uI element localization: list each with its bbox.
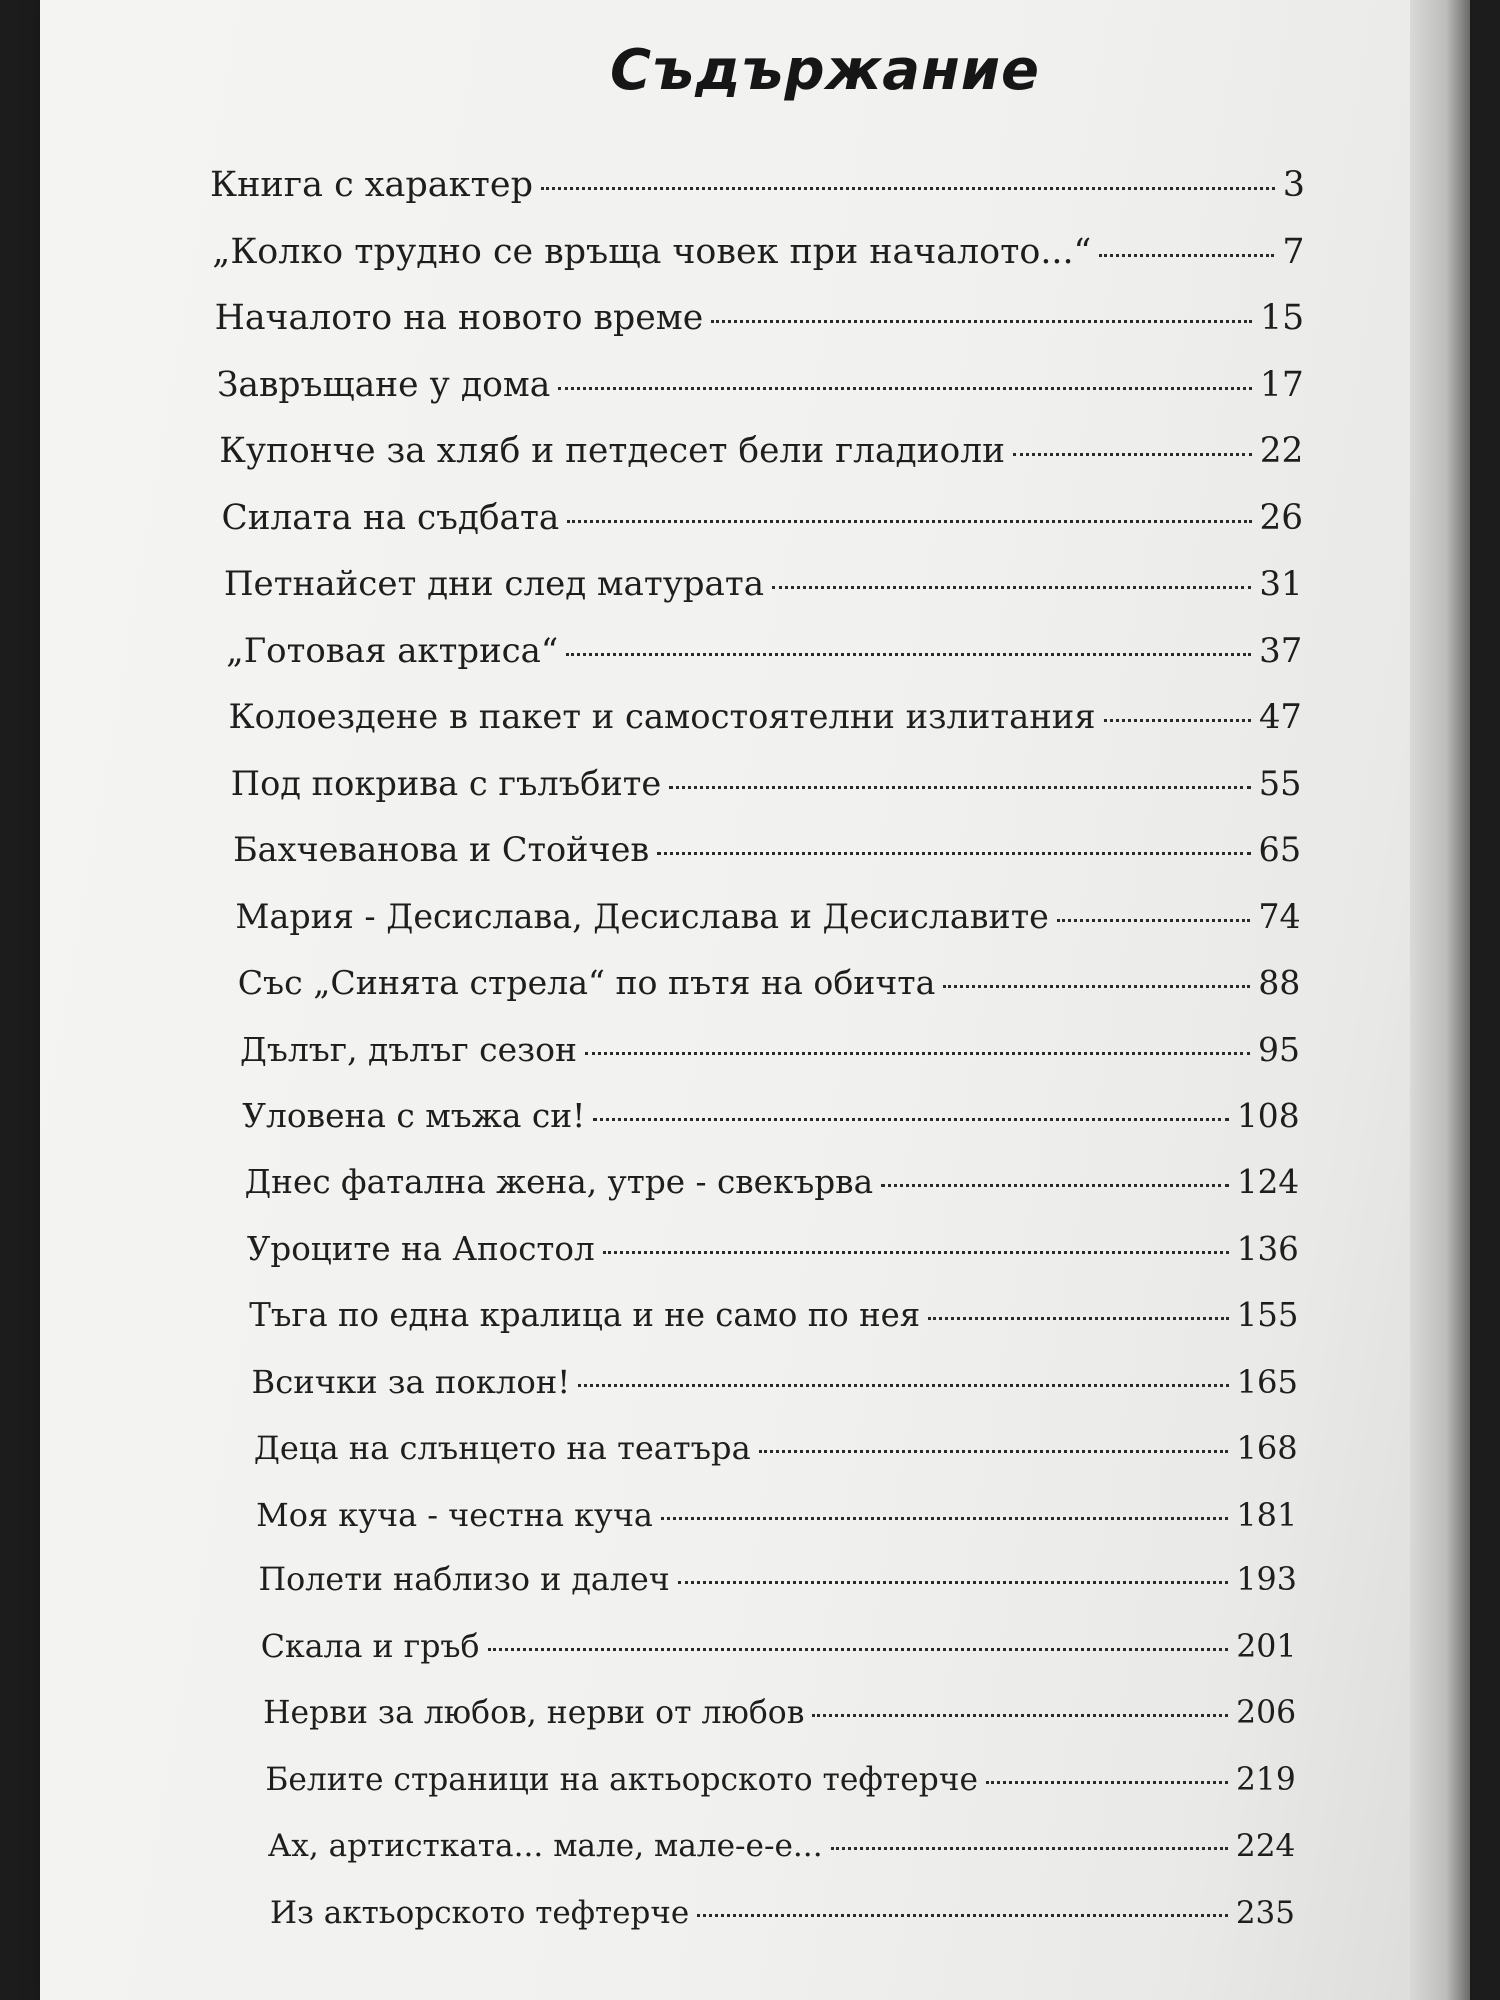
toc-entry <box>270 1895 1295 1947</box>
toc-entry <box>231 764 1302 816</box>
toc-entry-page-number: 47 <box>1258 697 1302 737</box>
toc-entry-title: Петнайсет дни след матурата <box>223 564 765 605</box>
toc-entry-title: Със „Синята стрела“ по пътя на обичта <box>237 963 936 1003</box>
toc-entry-page-number: 65 <box>1258 830 1302 870</box>
dot-leader <box>578 1384 1228 1387</box>
dot-leader <box>669 786 1251 789</box>
toc-entry-page-number: 155 <box>1236 1296 1299 1335</box>
toc-entry-title: Белите страници на актьорското тефтерче <box>265 1761 978 1798</box>
dot-leader <box>541 187 1275 190</box>
dot-leader <box>711 320 1252 323</box>
dot-leader <box>831 1847 1228 1850</box>
toc-entry-title: Купонче за хляб и петдесет бели гладиоли <box>219 431 1005 472</box>
toc-entry <box>238 963 1301 1015</box>
dot-leader <box>1013 453 1252 456</box>
dot-leader <box>812 1714 1228 1717</box>
dot-leader <box>772 586 1251 589</box>
toc-entry <box>268 1828 1296 1880</box>
toc-entry-title: Деца на слънцето на театъра <box>253 1429 751 1468</box>
toc-entry-page-number: 201 <box>1236 1628 1297 1665</box>
toc-entry <box>256 1496 1297 1548</box>
dot-leader <box>657 852 1250 855</box>
toc-entry <box>245 1163 1300 1215</box>
toc-entry-page-number: 108 <box>1236 1096 1300 1135</box>
dot-leader <box>697 1914 1228 1917</box>
toc-entry-page-number: 15 <box>1260 298 1305 339</box>
toc-entry-title: Днес фатална жена, утре - свекърва <box>244 1163 874 1202</box>
toc-entry-title: Колоездене в пакет и самостоятелни излитания <box>228 697 1096 737</box>
toc-entry-title: Силата на съдбата <box>221 497 560 538</box>
toc-entry-page-number: 181 <box>1236 1495 1298 1534</box>
toc-entry <box>215 298 1305 350</box>
toc-entry-title: Под покрива с гълъбите <box>230 763 662 803</box>
dot-leader <box>566 653 1251 656</box>
toc-entry-title: Началото на новото време <box>214 298 704 339</box>
toc-entry-title: Моя куча - честна куча <box>256 1495 653 1534</box>
toc-entry-title: Тъга по една кралица и не само по нея <box>249 1296 921 1335</box>
dot-leader <box>488 1648 1229 1651</box>
dot-leader <box>585 1052 1250 1055</box>
toc-entry-page-number: 55 <box>1258 763 1302 803</box>
dot-leader <box>678 1581 1229 1584</box>
toc-entry-title: Всички за поклон! <box>251 1362 571 1401</box>
toc-entry-title: Мария - Десислава, Десислава и Десиславите <box>235 896 1049 936</box>
toc-entry-title: „Готовая актриса“ <box>226 630 559 670</box>
toc-entry <box>222 498 1304 550</box>
toc-entry-title: „Колко трудно се връща човек при началото...“ <box>212 231 1092 272</box>
toc-entry-page-number: 3 <box>1282 165 1305 205</box>
dot-leader <box>1104 719 1251 722</box>
toc-entry <box>254 1429 1298 1481</box>
toc-entry-title: Книга с характер <box>210 165 534 205</box>
toc-entry <box>226 631 1302 683</box>
dot-leader <box>1057 919 1251 922</box>
toc-entry <box>210 165 1305 217</box>
toc-entry <box>247 1230 1299 1282</box>
toc-entry-title: Нерви за любов, нерви от любов <box>263 1695 805 1732</box>
toc-entry <box>228 697 1301 749</box>
dot-leader <box>881 1184 1229 1187</box>
toc-entry-page-number: 224 <box>1235 1828 1296 1865</box>
toc-entry-page-number: 124 <box>1236 1163 1300 1202</box>
toc-entry-title: Завръщане у дома <box>216 364 551 405</box>
dot-leader <box>943 985 1250 988</box>
toc-entry-page-number: 95 <box>1258 1030 1300 1069</box>
toc-entry-title: Уловена с мъжа си! <box>242 1096 586 1135</box>
dot-leader <box>603 1251 1229 1254</box>
toc-entry-page-number: 22 <box>1259 431 1304 472</box>
toc-entry <box>219 431 1303 483</box>
toc-entry-title: Скала и гръб <box>260 1628 480 1665</box>
page-edge <box>1410 0 1470 2000</box>
dot-leader <box>661 1517 1228 1520</box>
toc-entry-title: Полети наблизо и далеч <box>258 1562 670 1599</box>
page-title: Съдържание <box>610 38 1040 103</box>
table-of-contents <box>40 0 1440 2000</box>
toc-entry-page-number: 235 <box>1235 1895 1295 1931</box>
dot-leader <box>759 1450 1229 1453</box>
toc-entry-page-number: 37 <box>1259 630 1303 670</box>
toc-entry-title: Дълъг, дълъг сезон <box>240 1030 577 1069</box>
toc-entry-page-number: 31 <box>1259 564 1303 605</box>
toc-entry <box>235 897 1300 949</box>
toc-entry-page-number: 136 <box>1236 1229 1299 1268</box>
toc-entry <box>217 365 1304 417</box>
toc-entry <box>249 1296 1298 1348</box>
toc-entry-page-number: 206 <box>1236 1695 1297 1732</box>
toc-entry-title: Ах, артистката... мале, мале-е-е... <box>267 1828 823 1865</box>
toc-entry <box>240 1030 1300 1082</box>
toc-entry <box>212 232 1304 284</box>
toc-entry-page-number: 165 <box>1236 1362 1299 1401</box>
toc-entry <box>252 1363 1299 1415</box>
toc-entry <box>233 830 1301 882</box>
toc-entry-page-number: 17 <box>1259 364 1304 405</box>
toc-entry-page-number: 88 <box>1258 963 1301 1003</box>
toc-entry <box>258 1562 1296 1614</box>
toc-entry-title: Уроците на Апостол <box>246 1229 595 1268</box>
toc-entry-page-number: 26 <box>1259 497 1304 538</box>
book-page <box>40 0 1440 2000</box>
toc-entry-page-number: 168 <box>1236 1429 1298 1468</box>
toc-entry-page-number: 193 <box>1236 1562 1297 1599</box>
dot-leader <box>558 387 1252 390</box>
dot-leader <box>928 1317 1228 1320</box>
toc-entry <box>263 1695 1296 1747</box>
toc-entry-title: Из актьорското тефтерче <box>270 1895 690 1931</box>
dot-leader <box>593 1118 1229 1121</box>
toc-entry <box>265 1762 1295 1814</box>
toc-entry-page-number: 7 <box>1282 231 1305 272</box>
dot-leader <box>1099 254 1274 257</box>
toc-entry-page-number: 74 <box>1258 896 1301 936</box>
toc-entry <box>242 1097 1299 1149</box>
dot-leader <box>567 520 1251 523</box>
toc-entry <box>261 1629 1297 1681</box>
dot-leader <box>986 1781 1228 1784</box>
toc-entry-page-number: 219 <box>1236 1761 1296 1798</box>
toc-entry-title: Бахчеванова и Стойчев <box>233 830 650 870</box>
toc-entry <box>224 564 1303 616</box>
